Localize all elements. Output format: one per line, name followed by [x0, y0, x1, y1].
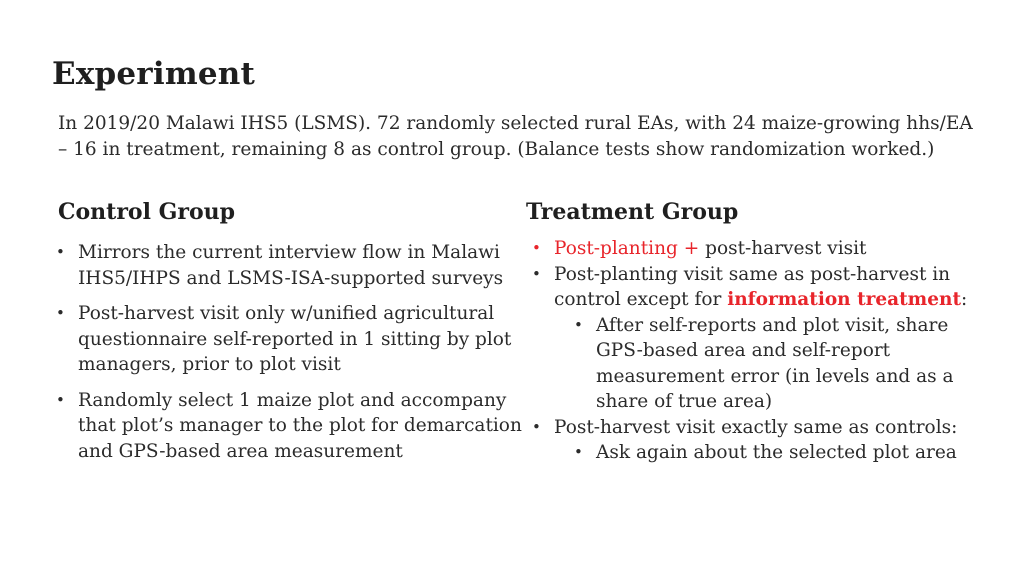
intro-text	[58, 111, 998, 163]
treatment-group-heading: Treatment Group	[526, 199, 739, 225]
control-bullet-1: • Mirrors the current interview flow in Malawi IHS5/IHPS and LSMS-ISA-supported surveys	[54, 240, 524, 291]
treatment-bullet-2	[530, 262, 1000, 313]
post-planting-highlight: Post-planting +	[554, 238, 700, 259]
intro-line-2: – 16 in treatment, remaining 8 as control group. (Balance tests show randomization worked.)	[58, 139, 935, 160]
treatment-subbullet-2: • Ask again about the selected plot area	[572, 440, 1000, 466]
treatment-bullet-1-rest: post-harvest visit	[699, 238, 867, 259]
control-bullet-2: • Post-harvest visit only w/unified agricultural questionnaire self-reported in 1 sitting by plot managers, prior to plot visit	[54, 301, 524, 378]
treatment-bullet-list	[530, 236, 1000, 466]
treatment-bullet-2-pre: Post-planting visit same as post-harvest in control except for	[554, 263, 951, 310]
treatment-subbullet-1: • After self-reports and plot visit, share GPS-based area and self-report measurement error (in levels and as a share of true area)	[572, 313, 1000, 415]
slide-title: Experiment	[52, 56, 256, 92]
control-bullet-3: • Randomly select 1 maize plot and accompany that plot’s manager to the plot for demarcation and GPS-based area measurement	[54, 388, 524, 465]
treatment-bullet-2-post: :	[961, 289, 968, 310]
control-group-heading: Control Group	[58, 199, 236, 225]
treatment-bullet-1	[530, 236, 1000, 262]
control-bullet-list	[54, 240, 524, 474]
intro-line-1: In 2019/20 Malawi IHS5 (LSMS). 72 randomly selected rural EAs, with 24 maize-growing hhs/EA	[58, 113, 973, 134]
information-treatment-highlight: information treatment	[727, 289, 962, 310]
treatment-bullet-3: • Post-harvest visit exactly same as controls:	[530, 415, 1000, 441]
